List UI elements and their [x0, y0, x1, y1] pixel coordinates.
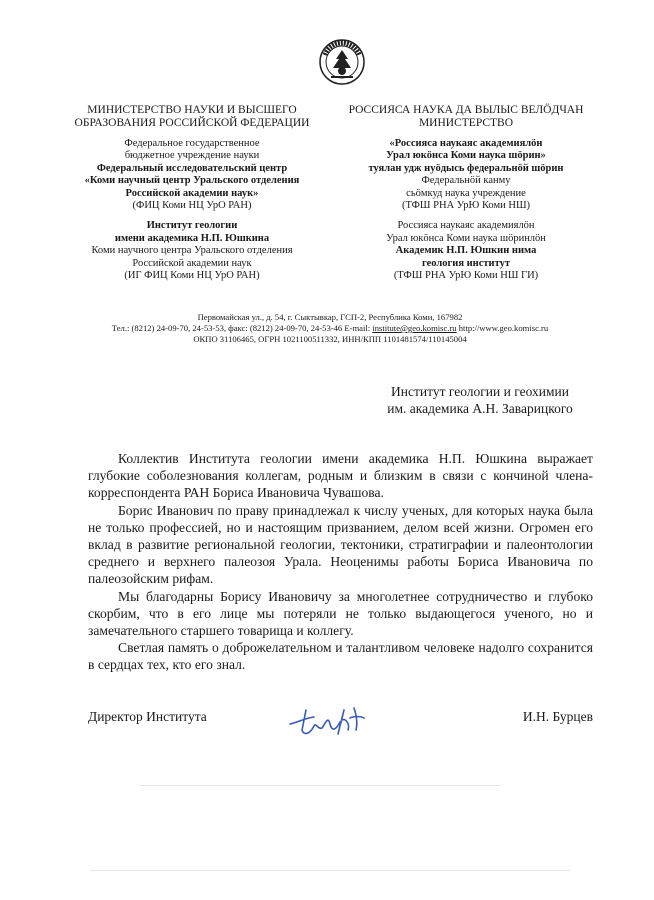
contact-line: Тел.: (8212) 24-09-70, 24-53-53, факс: (8212) 24-09-70, 24-53-46 E-mail: institute@geo.komisc.ru http://www.geo.komisc.ru: [111, 323, 549, 333]
website-link[interactable]: http://www.geo.komisc.ru: [456, 323, 549, 333]
signature-row: [88, 700, 593, 740]
institute-block-ru: Институт геологии имени академика Н.П. Юшкина Коми научного центра Уральского отделения Российской академии наук (ИГ ФИЦ Коми НЦ УрО РАН): [91, 220, 293, 282]
paragraph: Светлая память о доброжелательном и талантливом человеке надолго сохранится в сердцах тех, кто его знал.: [88, 640, 593, 673]
contact-address: [70, 312, 590, 345]
scan-artifact: [90, 870, 570, 871]
signer-name: И.Н. Бурцев: [522, 709, 593, 724]
handwritten-signature: [284, 700, 394, 740]
email-link[interactable]: institute@geo.komisc.ru: [372, 323, 457, 333]
ministry-title-komi: РОССИЯСА НАУКА ДА ВЫЛЫС ВЕЛӦДЧАН МИНИСТЕРСТВО: [348, 104, 584, 129]
org-block-ru: Федеральное государственное бюджетное учреждение науки Федеральный исследовательский центр «Коми научный центр Уральского отделения Российской академии наук» (ФИЦ Коми НЦ УрО РАН): [84, 138, 300, 212]
recipient-block: Институт геологии и геохимии им. академика А.Н. Заварицкого: [387, 384, 573, 416]
signer-position: Директор Института: [88, 709, 207, 724]
postal-address: Первомайская ул., д. 54, г. Сыктывкар, ГСП-2, Республика Коми, 167982: [197, 312, 463, 322]
scan-artifact: [140, 785, 500, 786]
letter-body: [88, 450, 593, 674]
header-left: [62, 104, 322, 290]
paragraph: Коллектив Института геологии имени академика Н.П. Юшкина выражает глубокие соболезнования коллегам, родным и близким в связи с кончиной члена-корреспондента РАН Бориса Ивановича Чувашова.: [88, 451, 593, 501]
org-block-komi: «Россияса наукаяс академиялӧн Урал юкӧнса Коми наука шӧрин» туялан удж нуӧдысь федеральнӧй шӧрин Федеральнӧй канму сьӧмкуд наука учреждение (ТФШ РНА УрЮ Коми НШ): [368, 138, 564, 212]
institute-emblem-icon: [317, 37, 367, 87]
institute-block-komi: Россияса наукаяс академиялӧн Урал юкӧнса Коми наука шӧринлӧн Академик Н.П. Юшкин нима геология институт (ТФШ РНА УрЮ Коми НШ ГИ): [386, 220, 546, 282]
header-right: [330, 104, 602, 290]
paragraph: Мы благодарны Борису Ивановичу за многолетнее сотрудничество и глубоко скорбим, что в его лице мы потеряли не только выдающегося ученого, но и замечательного старшего товарища и коллегу.: [88, 588, 593, 639]
ministry-title-ru: МИНИСТЕРСТВО НАУКИ И ВЫСШЕГО ОБРАЗОВАНИЯ РОССИЙСКОЙ ФЕДЕРАЦИИ: [74, 104, 310, 129]
paragraph: Борис Иванович по праву принадлежал к числу ученых, для которых наука была не только профессией, но и настоящим призванием, делом всей жизни. Огромен его вклад в развитие региональной геологии, тектоники, стратиграфии и палеонтологии среднего и верхнего палеозоя Урала. Неоценимы работы Бориса Ивановича по палеозойским рифам.: [88, 502, 593, 587]
registration-codes: ОКПО 31106465, ОГРН 1021100511332, ИНН/КПП 1101481574/110145004: [193, 334, 467, 344]
